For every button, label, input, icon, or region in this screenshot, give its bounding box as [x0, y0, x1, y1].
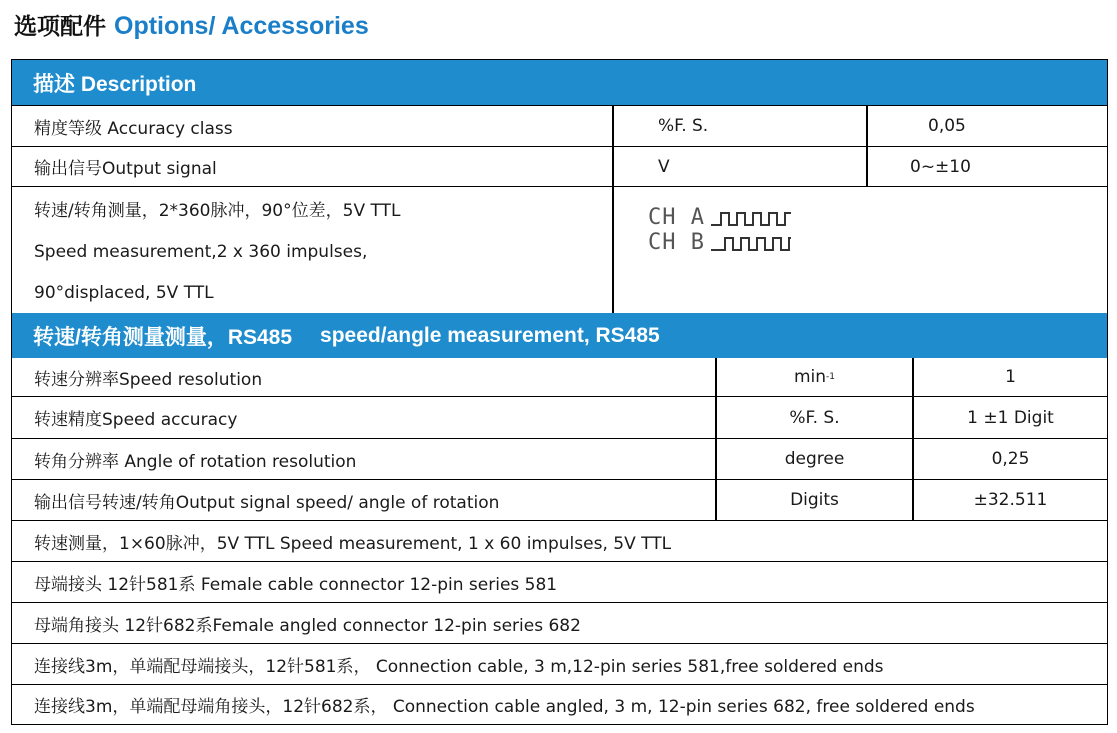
- row-label: 输出信号转速/转角Output signal speed/ angle of rotation: [34, 492, 500, 513]
- unit-superscript: -1: [826, 372, 836, 382]
- rs485-header-en: speed/angle measurement, RS485: [320, 323, 660, 347]
- list-item-text: 母端接头 12针581系 Female cable connector 12-pin series 581: [34, 574, 558, 595]
- table-row: [12, 358, 1107, 396]
- pulse-signal-diagram: [648, 205, 791, 255]
- table-row: [12, 438, 1107, 479]
- row-value: 0,25: [991, 449, 1030, 469]
- row-unit: Digits: [790, 490, 839, 510]
- channel-b: [648, 230, 791, 255]
- description-header-label: 描述 Description: [33, 72, 197, 96]
- channel-b-waveform-icon: [711, 233, 791, 253]
- description-header: [12, 60, 1107, 105]
- list-item-text: 母端角接头 12针682系Female angled connector 12-pin series 682: [34, 615, 581, 636]
- list-item: [12, 643, 1107, 684]
- row-unit: %F. S.: [658, 116, 709, 136]
- list-item-text: 转速测量，1×60脉冲，5V TTL Speed measurement, 1 x 60 impulses, 5V TTL: [34, 533, 672, 554]
- row-value: 1 ±1 Digit: [967, 407, 1054, 428]
- row-unit: V: [658, 156, 670, 177]
- speed-ttl-line: 90°displaced, 5V TTL: [34, 283, 214, 303]
- row-unit: [717, 358, 912, 396]
- list-item: [12, 561, 1107, 602]
- page-title-cn: 选项配件: [14, 14, 106, 40]
- row-label: 精度等级 Accuracy class: [34, 118, 233, 139]
- row-label: 转角分辨率 Angle of rotation resolution: [34, 451, 357, 472]
- table-row: [12, 479, 1107, 520]
- unit-text: min: [793, 367, 827, 387]
- table-row: [12, 105, 1107, 146]
- row-unit: degree: [784, 449, 845, 469]
- speed-ttl-line: 转速/转角测量，2*360脉冲，90°位差，5V TTL: [34, 201, 401, 221]
- row-unit: %F. S.: [789, 407, 840, 428]
- row-label: 转速精度Speed accuracy: [34, 410, 238, 430]
- speed-ttl-line: Speed measurement,2 x 360 impulses,: [34, 242, 368, 262]
- page-title: [14, 8, 369, 38]
- row-value: ±32.511: [973, 490, 1048, 510]
- row-label: 转速分辨率Speed resolution: [34, 369, 263, 390]
- table-row: [12, 186, 1107, 313]
- list-item-text: 连接线3m，单端配母端角接头，12针682系， Connection cable angled, 3 m, 12-pin series 682, free soldered ends: [34, 697, 975, 717]
- table-row: [12, 396, 1107, 438]
- options-table: [11, 59, 1108, 725]
- channel-a-waveform-icon: [711, 208, 791, 228]
- page-title-en: Options/ Accessories: [114, 12, 369, 40]
- row-value: 0,05: [928, 116, 966, 136]
- channel-a: [648, 205, 791, 230]
- list-item: [12, 602, 1107, 643]
- rs485-header-cn: 转速/转角测量测量，RS485: [33, 325, 293, 349]
- channel-a-label: CH A: [648, 205, 705, 230]
- table-row: [12, 146, 1107, 186]
- rs485-header: [12, 313, 1107, 358]
- list-item: [12, 684, 1107, 724]
- speed-ttl-text: [34, 191, 400, 314]
- row-value: 1: [1005, 367, 1016, 387]
- channel-b-label: CH B: [648, 230, 705, 255]
- row-label: 输出信号Output signal: [34, 159, 217, 179]
- list-item-text: 连接线3m，单端配母端接头，12针581系， Connection cable, 3 m,12-pin series 581,free soldered ends: [34, 656, 884, 677]
- list-item: [12, 520, 1107, 561]
- row-value: 0~±10: [910, 156, 971, 177]
